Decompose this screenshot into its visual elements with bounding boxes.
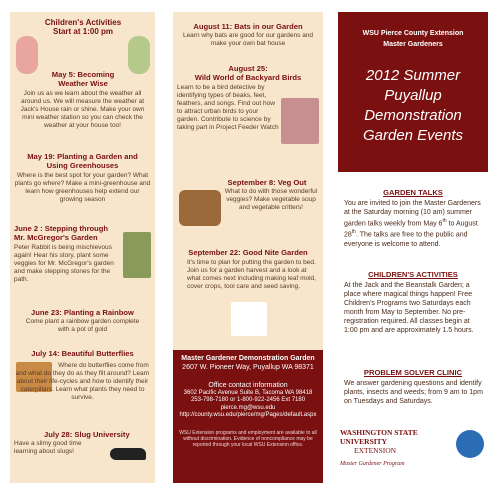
- panel-cover: [338, 12, 488, 483]
- cover-banner: [338, 12, 488, 172]
- slug-illustration: [110, 448, 146, 460]
- aug25-body: Learn to be a bird detective by identifying types of beaks, feet, feathers, and songs. Find out how to attract urban birds to your garden. Contribute to science by taking part in Project Feeder Watch: [177, 84, 279, 131]
- title-line2: Puyallup: [384, 87, 442, 104]
- july14-body: Where do butterflies come from and what do they do as they flit around? Learn about their life-cycles and how to identify their caterpillars. Learn what plants they need to survive.: [15, 362, 150, 401]
- may19-body: Where is the best spot for your garden? What plants go where? Make a mini-greenhouse and learn how greenhouses help extend our growing season: [14, 172, 151, 203]
- master-gardener-seal: [456, 430, 484, 458]
- org-line1: WSU Pierce County Extension: [362, 30, 464, 37]
- sep8-title: September 8: Veg Out: [227, 178, 307, 187]
- wsu-extension-logo: WASHINGTON STATE UNIVERSITY EXTENSION Master Gardener Program: [340, 428, 418, 467]
- may5-title-line2: Weather Wise: [58, 79, 108, 88]
- org-line2: Master Gardeners: [383, 41, 443, 48]
- children-title: CHILDREN'S ACTIVITIES: [368, 270, 458, 279]
- aug25-title-line1: August 25:: [228, 64, 268, 73]
- office-line1: 3602 Pacific Avenue Suite B, Tacoma WA 98418: [183, 389, 313, 396]
- header-line1: Children's Activities: [44, 18, 122, 27]
- office-title: Office contact information: [208, 382, 288, 389]
- aug11-body: Learn why bats are good for our gardens and make your own bat house: [182, 32, 314, 47]
- panel-children-activities: [10, 12, 155, 483]
- boy-illustration: [128, 36, 150, 74]
- may5-title-line1: May 5: Becoming: [51, 70, 115, 79]
- office-email[interactable]: pierce.mg@wsu.edu: [220, 404, 276, 411]
- may19-title-line2: Using Greenhouses: [46, 161, 119, 170]
- talks-title: GARDEN TALKS: [383, 188, 443, 197]
- june2-title-line2: Mr. McGregor's Garden: [14, 233, 98, 242]
- office-url[interactable]: http://county.wsu.edu/pierce/mg/Pages/default.aspx: [179, 412, 317, 418]
- may19-title-line1: May 19: Planting a Garden and: [27, 152, 138, 161]
- peter-rabbit-illustration: [123, 232, 151, 278]
- sep22-title: September 22: Good Nite Garden: [188, 248, 308, 257]
- children-body: At the Jack and the Beanstalk Garden; a place where magical things happen! Free Children's Programs two Saturdays each month from May to September. No pre-registration required. All classes begin at 1:00 pm and are approximately 1.5 hours.: [344, 282, 474, 334]
- clinic-body: We answer gardening questions and identify plants, insects and weeds; from 9 am to 1pm on Tuesdays and Saturdays.: [344, 380, 483, 405]
- office-line2: 253-798-7180 or 1-800-922-2456 Ext 7180: [190, 397, 306, 403]
- disclaimer: WSU Extension programs and employment are available to all without discrimination. Evidence of noncompliance may be reported through your local WSU Extension office.: [179, 429, 317, 448]
- july28-body: Have a slimy good time learning about slugs!: [14, 440, 82, 455]
- sep22-body: It's time to plan for putting the garden to bed. Join us for a garden harvest and a look at what comes next including making leaf mold, cover crops, tool care and seed saving.: [187, 259, 316, 290]
- footer-address: 2607 W. Pioneer Way, Puyallup WA 98371: [182, 364, 314, 371]
- aug11-title: August 11: Bats in our Garden: [193, 22, 303, 31]
- title-line1: 2012 Summer: [365, 67, 461, 84]
- talks-body: You are invited to join the Master Gardeners at the Saturday morning (10 am) summer garden talks weekly from May 6th to August 28th. The talks are free to the public and everyone is welcome to attend.: [344, 200, 481, 248]
- panel-late-summer-activities: [173, 12, 323, 483]
- clinic-title: PROBLEM SOLVER CLINIC: [363, 368, 463, 377]
- girl-illustration: [16, 36, 38, 74]
- june23-title: June 23: Planting a Rainbow: [31, 308, 134, 317]
- july14-title: July 14: Beautiful Butterflies: [31, 349, 134, 358]
- may5-body: Join us as we learn about the weather all around us. We will measure the weather at Jack's House rain or shine. Make your own mini weather station so you can check the weather at your house too!: [20, 90, 145, 129]
- june23-body: Come plant a rainbow garden complete with a pot of gold: [25, 318, 140, 333]
- header-line2: Start at 1:00 pm: [52, 27, 114, 36]
- title-line3: Demonstration: [364, 107, 462, 124]
- footer-title: Master Gardener Demonstration Garden: [181, 355, 315, 362]
- garden-tools-illustration: [231, 302, 267, 336]
- june2-title-line1: June 2 : Stepping through: [14, 224, 109, 233]
- contact-footer: [173, 350, 323, 483]
- sep8-body: What to do with those wonderful veggies? Make vegetable soup and vegetable critters!: [224, 188, 318, 211]
- june2-body: Peter Rabbit is being mischievous again! Hear his story, plant some veggies for Mr. McGregor's garden and make stepping stones for the path.: [14, 244, 114, 283]
- title-line4: Garden Events: [362, 127, 464, 144]
- july28-title: July 28: Slug University: [44, 430, 130, 439]
- vegetable-critter-photo: [179, 190, 221, 226]
- bird-costume-photo: [281, 98, 319, 144]
- aug25-title-line2: Wild World of Backyard Birds: [194, 73, 302, 82]
